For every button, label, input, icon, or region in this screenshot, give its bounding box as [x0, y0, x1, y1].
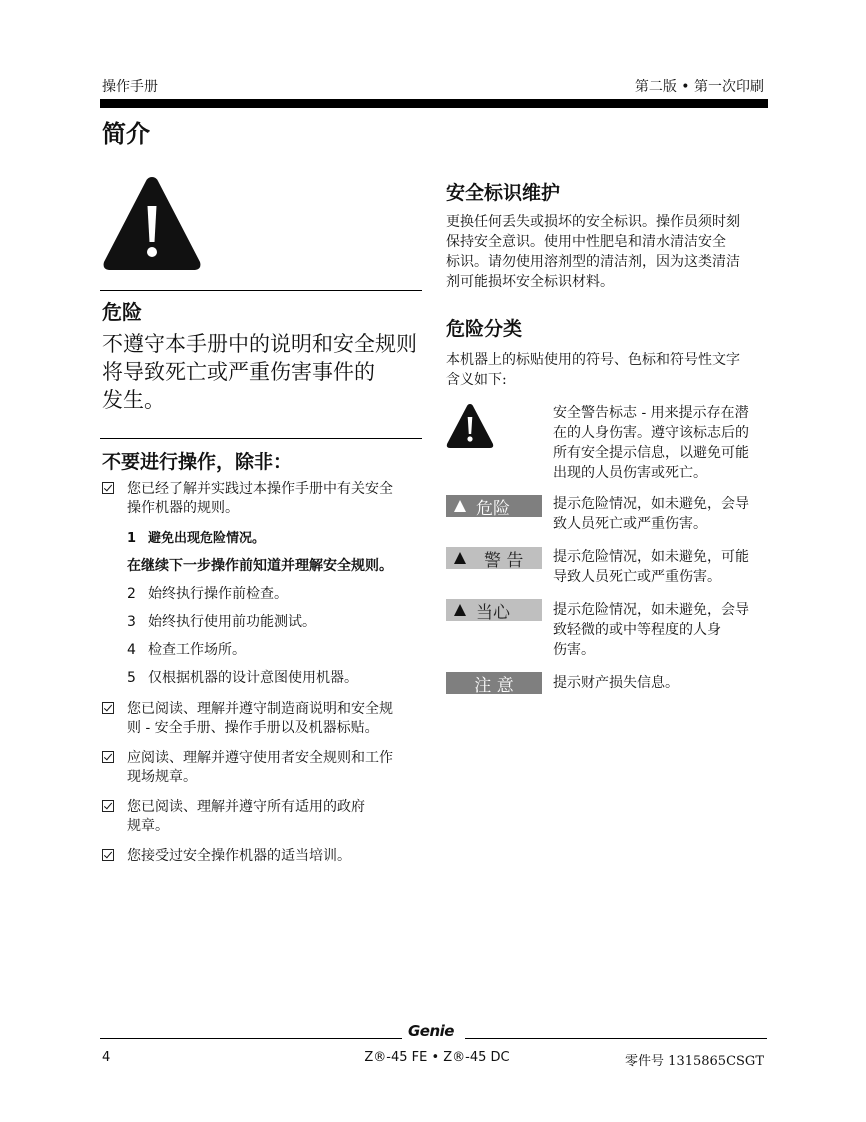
list-item: 您已经了解并实践过本操作手册中有关安全 操作机器的规则。	[102, 480, 422, 518]
checkbox-checked-icon	[102, 482, 114, 494]
warning-triangle-icon	[101, 174, 203, 274]
checkbox-checked-icon	[102, 702, 114, 714]
alert-triangle-icon	[454, 552, 466, 564]
list-item: 您已阅读、理解并遵守所有适用的政府 规章。	[102, 798, 422, 836]
model-name: Z®-45 FE • Z®-45 DC	[364, 1050, 510, 1065]
page-number: 4	[102, 1050, 111, 1065]
classification-heading: 危险分类	[446, 318, 523, 340]
danger-heading: 危险	[102, 300, 142, 324]
operate-rule	[100, 438, 422, 439]
genie-logo: Genie	[408, 1022, 454, 1040]
alert-triangle-icon	[454, 500, 466, 512]
safety-alert-icon	[446, 403, 494, 449]
list-item: 您接受过安全操作机器的适当培训。	[102, 847, 422, 866]
list-item: 3 始终执行使用前功能测试。	[127, 614, 316, 630]
checkbox-checked-icon	[102, 800, 114, 812]
list-item: 1 避免出现危险情况。	[127, 531, 266, 546]
running-header-left: 操作手册	[102, 79, 158, 95]
danger-body	[102, 330, 432, 414]
list-item: 应阅读、理解并遵守使用者安全规则和工作 现场规章。	[102, 749, 422, 787]
operate-heading: 不要进行操作，除非：	[102, 451, 293, 473]
list-item: 2 始终执行操作前检查。	[127, 586, 288, 602]
part-number: 零件号 1315865CSGT	[625, 1054, 764, 1069]
danger-rule	[100, 290, 422, 291]
danger-line: 不遵守本手册中的说明和安全规则	[102, 332, 417, 356]
signs-paragraph: 更换任何丢失或损坏的安全标识。操作员须时刻 保持安全意识。使用中性肥皂和清水清洁安全 标识。请勿使用溶剂型的清洁剂，因为这类清洁 剂可能损坏安全标识材料。	[446, 214, 740, 290]
header-rule	[100, 99, 768, 108]
danger-description: 提示危险情况，如未避免，会导 致人员死亡或严重伤害。	[553, 496, 749, 532]
page-title: 简介	[102, 120, 150, 148]
checkbox-checked-icon	[102, 849, 114, 861]
notice-description: 提示财产损失信息。	[553, 675, 679, 691]
danger-line: 将导致死亡或严重伤害事件的	[102, 360, 375, 384]
footer-rule-right	[465, 1038, 767, 1039]
operate-list	[102, 480, 422, 877]
list-item: 您已阅读、理解并遵守制造商说明和安全规 则 - 安全手册、操作手册以及机器标贴。	[102, 700, 422, 738]
caution-tag: 当心	[446, 599, 542, 621]
alert-triangle-icon	[454, 604, 466, 616]
list-item: 5 仅根据机器的设计意图使用机器。	[127, 670, 358, 686]
running-header-right: 第二版 • 第一次印刷	[634, 79, 764, 95]
classification-intro: 本机器上的标贴使用的符号、色标和符号性文字 含义如下:	[446, 352, 740, 388]
signs-heading: 安全标识维护	[446, 182, 561, 204]
danger-tag: 危险	[446, 495, 542, 517]
list-item: 4 检查工作场所。	[127, 642, 246, 658]
alert-description: 安全警告标志 - 用来提示存在潜 在的人身伤害。遵守该标志后的 所有安全提示信息，以避免可能 出现的人员伤害或死亡。	[553, 405, 749, 481]
footer-rule-left	[100, 1038, 402, 1039]
bold-note: 在继续下一步操作前知道并理解安全规则。	[127, 558, 393, 574]
caution-description: 提示危险情况，如未避免，会导 致轻微的或中等程度的人身 伤害。	[553, 602, 749, 658]
checkbox-checked-icon	[102, 751, 114, 763]
warning-description: 提示危险情况，如未避免，可能 导致人员死亡或严重伤害。	[553, 549, 749, 585]
notice-tag: 注 意	[446, 672, 542, 694]
danger-line: 发生。	[102, 388, 165, 412]
warning-tag: 警 告	[446, 547, 542, 569]
